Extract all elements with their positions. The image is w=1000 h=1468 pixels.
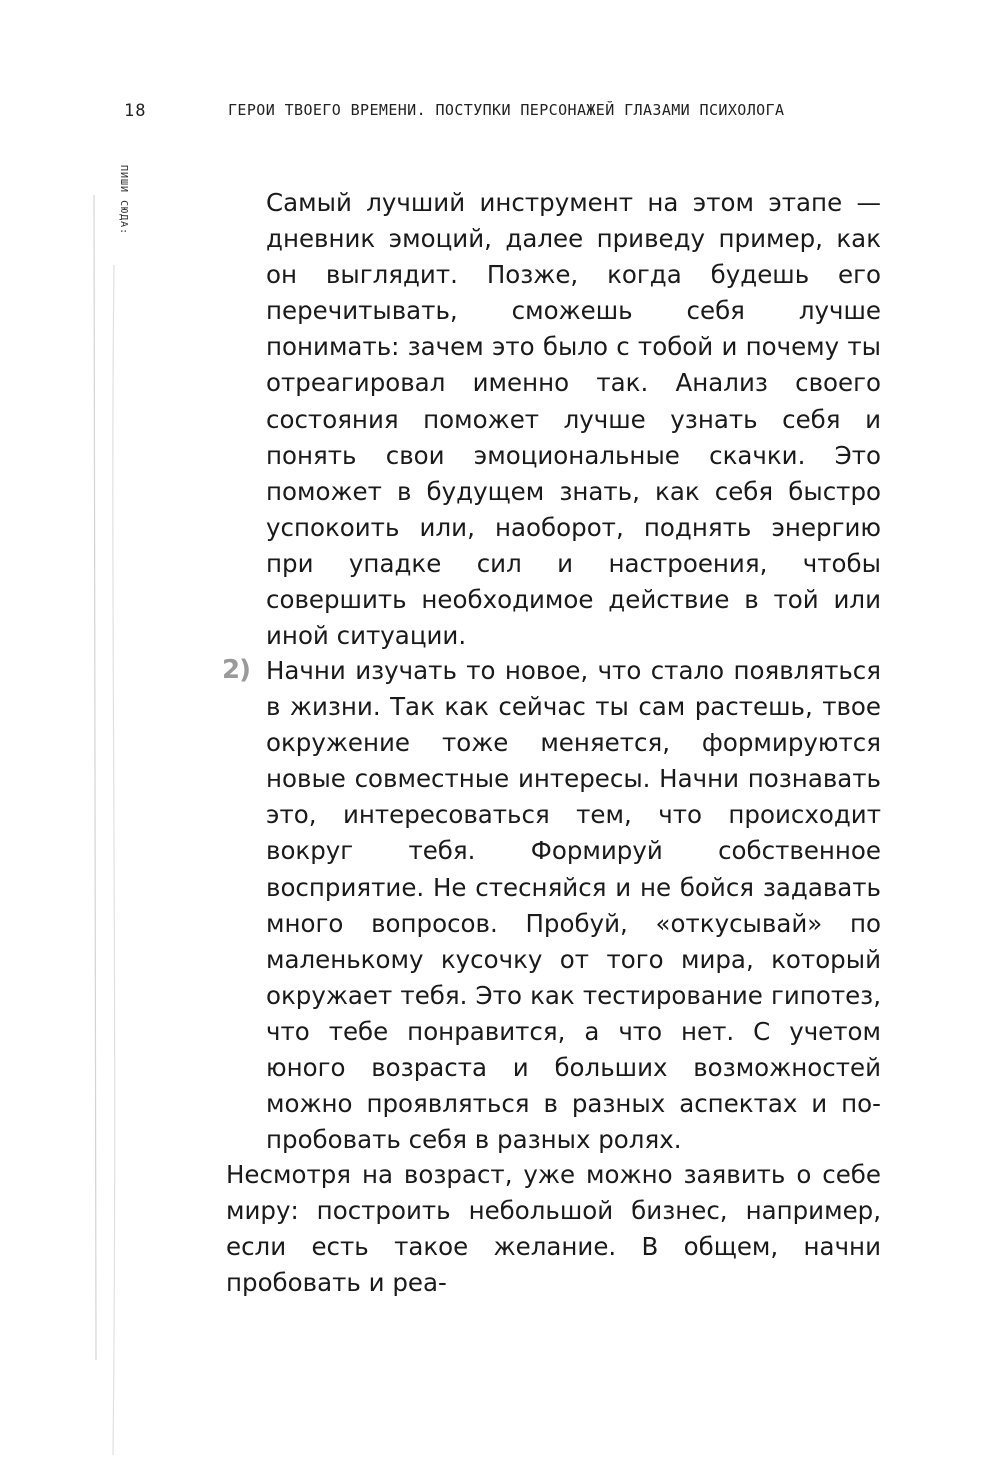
paragraph-1: Самый лучший инструмент на этом этапе — дневник эмоций, далее приведу пример, как он выглядит. Позже, когда будешь его перечитывать, сможешь себя лучше понимать: зачем это было с тобой и почему ты отреагировал именно так. Анализ своего состояния поможет лучше узнать себя и понять свои эмоциональные скачки. Это поможет в будущем знать, как себя быстро успокоить или, наоборот, поднять энергию при упадке сил и настроения, чтобы совершить необходимое действие в той или иной ситуации. — [266, 188, 881, 651]
paragraph-3: Несмотря на возраст, уже можно заявить о себе миру: построить небольшой бизнес, например, если есть такое желание. В общем, начни пробовать и реа- — [226, 1160, 881, 1298]
note-margin-lines — [86, 195, 136, 1455]
list-marker-2: 2) — [222, 655, 250, 685]
margin-line-2 — [113, 265, 115, 1455]
running-title: ГЕРОИ ТВОЕГО ВРЕМЕНИ. ПОСТУПКИ ПЕРСОНАЖЕЙ ГЛАЗАМИ ПСИХОЛОГА — [228, 101, 785, 119]
side-note: ПИШИ СЮДА: — [118, 165, 129, 236]
margin-line-1 — [94, 195, 96, 1360]
paragraph-2: Начни изучать то новое, что стало появляться в жизни. Так как сейчас ты сам растешь, твое окружение тоже меняется, формируются новые совместные интересы. Начни познавать это, интересоваться тем, что происходит вокруг тебя. Формируй собственное восприятие. Не стесняйся и не бойся задавать много вопросов. Пробуй, «откусывай» по маленькому кусочку от того мира, который окружает тебя. Это как тестирование гипотез, что тебе понравится, а что нет. С учетом юного возраста и больших возможностей можно проявляться в разных аспектах и попробовать себя в разных ролях. — [266, 656, 881, 1155]
page-number: 18 — [124, 101, 147, 121]
